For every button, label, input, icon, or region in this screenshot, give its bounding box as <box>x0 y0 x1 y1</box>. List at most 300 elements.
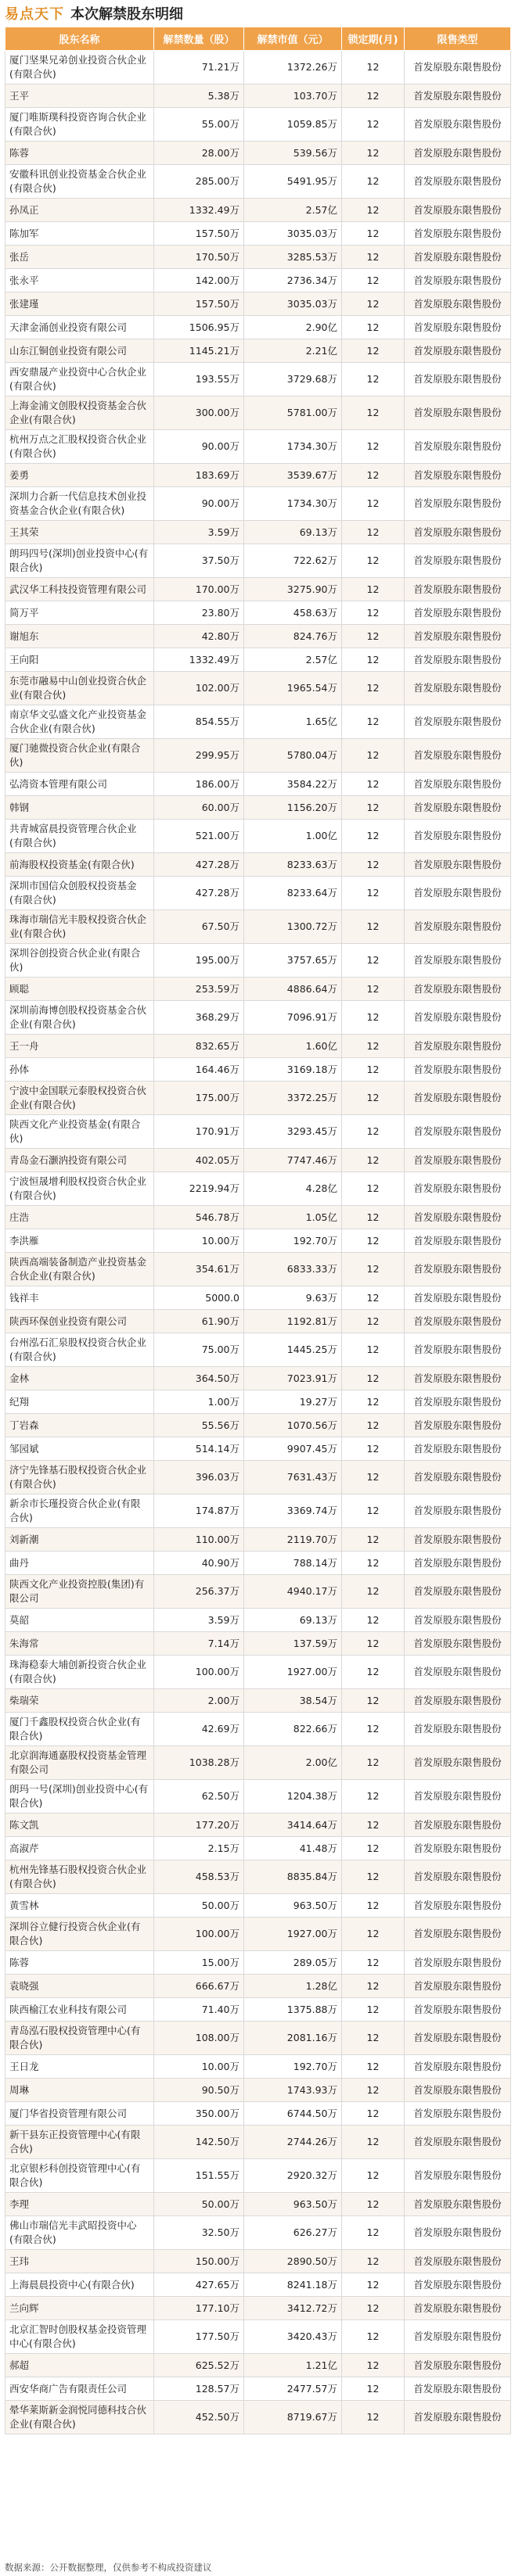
cell-unlock-quantity: 427.28万 <box>154 877 244 910</box>
cell-shareholder-name: 晕华莱斯新金润悦同德科技合伙企业(有限合伙) <box>5 2401 154 2434</box>
cell-shareholder-name: 深圳市国信众创股权投资基金(有限合伙) <box>5 877 154 910</box>
cell-shareholder-name: 张建瑾 <box>5 292 154 316</box>
cell-shareholder-name: 周琳 <box>5 2079 154 2102</box>
cell-unlock-quantity: 3.59万 <box>154 1609 244 1632</box>
cell-market-value: 4886.64万 <box>244 978 342 1001</box>
cell-lock-period: 12 <box>342 1390 405 1414</box>
cell-unlock-quantity: 60.00万 <box>154 796 244 820</box>
cell-restriction-type: 首发原股东限售股份 <box>405 877 511 910</box>
cell-shareholder-name: 姜勇 <box>5 464 154 487</box>
cell-restriction-type: 首发原股东限售股份 <box>405 1494 511 1528</box>
cell-market-value: 2744.26万 <box>244 2126 342 2159</box>
cell-restriction-type: 首发原股东限售股份 <box>405 1367 511 1390</box>
table-row <box>5 2102 511 2126</box>
cell-lock-period: 12 <box>342 2079 405 2102</box>
cell-unlock-quantity: 15.00万 <box>154 1951 244 1975</box>
cell-restriction-type: 首发原股东限售股份 <box>405 2102 511 2126</box>
cell-restriction-type: 首发原股东限售股份 <box>405 1001 511 1035</box>
cell-restriction-type: 首发原股东限售股份 <box>405 648 511 672</box>
cell-market-value: 192.70万 <box>244 2055 342 2079</box>
cell-shareholder-name: 王向阳 <box>5 648 154 672</box>
cell-lock-period: 12 <box>342 1286 405 1310</box>
cell-lock-period: 12 <box>342 1333 405 1367</box>
table-row <box>5 1082 511 1115</box>
cell-shareholder-name: 孙体 <box>5 1058 154 1082</box>
cell-market-value: 1.28亿 <box>244 1975 342 1998</box>
cell-market-value: 5491.95万 <box>244 165 342 199</box>
cell-restriction-type: 首发原股东限售股份 <box>405 1229 511 1253</box>
cell-lock-period: 12 <box>342 796 405 820</box>
cell-restriction-type: 首发原股东限售股份 <box>405 1746 511 1780</box>
cell-shareholder-name: 北京银杉科创投资管理中心(有限合伙) <box>5 2159 154 2193</box>
cell-shareholder-name: 珠海市瑞信光丰股权投资合伙企业(有限合伙) <box>5 910 154 944</box>
cell-unlock-quantity: 832.65万 <box>154 1035 244 1058</box>
cell-restriction-type: 首发原股东限售股份 <box>405 108 511 142</box>
table-row <box>5 625 511 648</box>
cell-restriction-type: 首发原股东限售股份 <box>405 521 511 544</box>
table-row <box>5 2354 511 2377</box>
table-row <box>5 1552 511 1575</box>
cell-unlock-quantity: 28.00万 <box>154 142 244 165</box>
cell-unlock-quantity: 150.00万 <box>154 2250 244 2273</box>
table-row <box>5 430 511 464</box>
table-row <box>5 1414 511 1437</box>
cell-market-value: 3169.18万 <box>244 1058 342 1082</box>
table-row <box>5 521 511 544</box>
table-row <box>5 2216 511 2250</box>
cell-market-value: 963.50万 <box>244 2193 342 2216</box>
cell-shareholder-name: 山东江铜创业投资有限公司 <box>5 339 154 363</box>
table-row <box>5 1894 511 1918</box>
cell-market-value: 2890.50万 <box>244 2250 342 2273</box>
table-row <box>5 820 511 853</box>
cell-restriction-type: 首发原股东限售股份 <box>405 853 511 877</box>
cell-market-value: 192.70万 <box>244 1229 342 1253</box>
cell-lock-period: 12 <box>342 2320 405 2354</box>
cell-lock-period: 12 <box>342 1575 405 1609</box>
cell-unlock-quantity: 1332.49万 <box>154 199 244 222</box>
table-row <box>5 601 511 625</box>
cell-restriction-type: 首发原股东限售股份 <box>405 1035 511 1058</box>
cell-lock-period: 12 <box>342 316 405 339</box>
table-row <box>5 1229 511 1253</box>
cell-shareholder-name: 上海金浦文创股权投资基金合伙企业(有限合伙) <box>5 396 154 430</box>
cell-shareholder-name: 南京华文弘盛文化产业投资基金合伙企业(有限合伙) <box>5 705 154 739</box>
cell-unlock-quantity: 396.03万 <box>154 1461 244 1494</box>
table-row <box>5 1575 511 1609</box>
cell-restriction-type: 首发原股东限售股份 <box>405 464 511 487</box>
cell-unlock-quantity: 10.00万 <box>154 2055 244 2079</box>
cell-shareholder-name: 西安华商广告有限责任公司 <box>5 2377 154 2401</box>
table-row <box>5 1286 511 1310</box>
cell-market-value: 626.27万 <box>244 2216 342 2250</box>
cell-market-value: 5781.00万 <box>244 396 342 430</box>
table-row <box>5 292 511 316</box>
table-row <box>5 2159 511 2193</box>
cell-unlock-quantity: 368.29万 <box>154 1001 244 1035</box>
table-row <box>5 199 511 222</box>
cell-market-value: 1070.56万 <box>244 1414 342 1437</box>
cell-restriction-type: 首发原股东限售股份 <box>405 1814 511 1837</box>
cell-market-value: 1.60亿 <box>244 1035 342 1058</box>
cell-market-value: 963.50万 <box>244 1894 342 1918</box>
cell-market-value: 9907.45万 <box>244 1437 342 1461</box>
table-row <box>5 51 511 84</box>
table-row <box>5 1814 511 1837</box>
cell-restriction-type: 首发原股东限售股份 <box>405 796 511 820</box>
cell-shareholder-name: 厦门驰微投资合伙企业(有限合伙) <box>5 739 154 773</box>
table-row <box>5 1951 511 1975</box>
cell-unlock-quantity: 546.78万 <box>154 1206 244 1229</box>
cell-market-value: 38.54万 <box>244 1689 342 1713</box>
cell-market-value: 7631.43万 <box>244 1461 342 1494</box>
table-row <box>5 796 511 820</box>
cell-restriction-type: 首发原股东限售股份 <box>405 487 511 521</box>
cell-unlock-quantity: 5000.0 <box>154 1286 244 1310</box>
cell-lock-period: 12 <box>342 820 405 853</box>
cell-market-value: 69.13万 <box>244 1609 342 1632</box>
cell-unlock-quantity: 157.50万 <box>154 292 244 316</box>
cell-unlock-quantity: 90.00万 <box>154 430 244 464</box>
table-row <box>5 910 511 944</box>
cell-market-value: 1743.93万 <box>244 2079 342 2102</box>
cell-market-value: 3372.25万 <box>244 1082 342 1115</box>
cell-unlock-quantity: 157.50万 <box>154 222 244 246</box>
table-row <box>5 1333 511 1367</box>
cell-lock-period: 12 <box>342 705 405 739</box>
table-row <box>5 648 511 672</box>
cell-lock-period: 12 <box>342 269 405 292</box>
cell-restriction-type: 首发原股东限售股份 <box>405 142 511 165</box>
cell-restriction-type: 首发原股东限售股份 <box>405 292 511 316</box>
cell-shareholder-name: 厦门唯斯璞科投资咨询合伙企业(有限合伙) <box>5 108 154 142</box>
cell-restriction-type: 首发原股东限售股份 <box>405 1552 511 1575</box>
cell-shareholder-name: 厦门华省投资管理有限公司 <box>5 2102 154 2126</box>
cell-shareholder-name: 谢旭东 <box>5 625 154 648</box>
cell-unlock-quantity: 7.14万 <box>154 1632 244 1656</box>
cell-market-value: 1927.00万 <box>244 1656 342 1689</box>
cell-lock-period: 12 <box>342 1310 405 1333</box>
cell-restriction-type: 首发原股东限售股份 <box>405 672 511 705</box>
cell-restriction-type: 首发原股东限售股份 <box>405 2297 511 2320</box>
cell-restriction-type: 首发原股东限售股份 <box>405 910 511 944</box>
table-row <box>5 1918 511 1951</box>
cell-market-value: 4940.17万 <box>244 1575 342 1609</box>
cell-market-value: 3285.53万 <box>244 246 342 269</box>
cell-restriction-type: 首发原股东限售股份 <box>405 2273 511 2297</box>
cell-market-value: 103.70万 <box>244 84 342 108</box>
cell-market-value: 7747.46万 <box>244 1149 342 1172</box>
cell-lock-period: 12 <box>342 601 405 625</box>
table-body <box>5 51 511 2434</box>
cell-restriction-type: 首发原股东限售股份 <box>405 1333 511 1367</box>
cell-shareholder-name: 杭州先锋基石股权投资合伙企业(有限合伙) <box>5 1860 154 1894</box>
cell-shareholder-name: 陕西文化产业投资基金(有限合伙) <box>5 1115 154 1149</box>
cell-market-value: 6744.50万 <box>244 2102 342 2126</box>
cell-market-value: 1204.38万 <box>244 1780 342 1814</box>
cell-shareholder-name: 青岛泓石股权投资管理中心(有限合伙) <box>5 2022 154 2055</box>
cell-market-value: 2920.32万 <box>244 2159 342 2193</box>
cell-restriction-type: 首发原股东限售股份 <box>405 820 511 853</box>
table-row <box>5 2126 511 2159</box>
cell-market-value: 824.76万 <box>244 625 342 648</box>
table-row <box>5 1253 511 1286</box>
cell-lock-period: 12 <box>342 1656 405 1689</box>
cell-unlock-quantity: 458.53万 <box>154 1860 244 1894</box>
cell-unlock-quantity: 514.14万 <box>154 1437 244 1461</box>
cell-lock-period: 12 <box>342 1951 405 1975</box>
cell-lock-period: 12 <box>342 1172 405 1206</box>
cell-restriction-type: 首发原股东限售股份 <box>405 1998 511 2022</box>
cell-lock-period: 12 <box>342 544 405 578</box>
cell-market-value: 8233.64万 <box>244 877 342 910</box>
cell-lock-period: 12 <box>342 853 405 877</box>
table-row <box>5 1206 511 1229</box>
cell-market-value: 2.00亿 <box>244 1746 342 1780</box>
cell-shareholder-name: 佛山市瑞信光丰武昭投资中心(有限合伙) <box>5 2216 154 2250</box>
cell-lock-period: 12 <box>342 2126 405 2159</box>
cell-unlock-quantity: 102.00万 <box>154 672 244 705</box>
table-row <box>5 316 511 339</box>
cell-shareholder-name: 李理 <box>5 2193 154 2216</box>
table-row <box>5 877 511 910</box>
cell-lock-period: 12 <box>342 108 405 142</box>
table-row <box>5 165 511 199</box>
cell-restriction-type: 首发原股东限售股份 <box>405 1951 511 1975</box>
cell-market-value: 3293.45万 <box>244 1115 342 1149</box>
cell-market-value: 2.21亿 <box>244 339 342 363</box>
cell-unlock-quantity: 32.50万 <box>154 2216 244 2250</box>
cell-unlock-quantity: 164.46万 <box>154 1058 244 1082</box>
cell-restriction-type: 首发原股东限售股份 <box>405 269 511 292</box>
cell-restriction-type: 首发原股东限售股份 <box>405 1780 511 1814</box>
cell-shareholder-name: 珠海稳泰大埔创新投资合伙企业(有限合伙) <box>5 1656 154 1689</box>
cell-market-value: 1734.30万 <box>244 487 342 521</box>
cell-lock-period: 12 <box>342 1780 405 1814</box>
cell-restriction-type: 首发原股东限售股份 <box>405 578 511 601</box>
table-row <box>5 2401 511 2434</box>
cell-shareholder-name: 上海晨晨投资中心(有限合伙) <box>5 2273 154 2297</box>
cell-lock-period: 12 <box>342 1552 405 1575</box>
table-row <box>5 2377 511 2401</box>
cell-lock-period: 12 <box>342 2193 405 2216</box>
column-header-restriction-type: 限售类型 <box>405 27 511 51</box>
cell-shareholder-name: 杭州万点之汇股权投资合伙企业(有限合伙) <box>5 430 154 464</box>
cell-lock-period: 12 <box>342 1998 405 2022</box>
shareholder-table <box>5 27 511 2434</box>
cell-restriction-type: 首发原股东限售股份 <box>405 625 511 648</box>
cell-unlock-quantity: 193.55万 <box>154 363 244 396</box>
table-row <box>5 1149 511 1172</box>
cell-unlock-quantity: 1506.95万 <box>154 316 244 339</box>
cell-lock-period: 12 <box>342 2273 405 2297</box>
cell-shareholder-name: 陈文凯 <box>5 1814 154 1837</box>
cell-unlock-quantity: 71.40万 <box>154 1998 244 2022</box>
table-row <box>5 2055 511 2079</box>
cell-shareholder-name: 陈蓉 <box>5 1951 154 1975</box>
cell-unlock-quantity: 10.00万 <box>154 1229 244 1253</box>
cell-restriction-type: 首发原股东限售股份 <box>405 2079 511 2102</box>
cell-restriction-type: 首发原股东限售股份 <box>405 1058 511 1082</box>
cell-shareholder-name: 深圳前海博创股权投资基金合伙企业(有限合伙) <box>5 1001 154 1035</box>
cell-unlock-quantity: 427.28万 <box>154 853 244 877</box>
cell-restriction-type: 首发原股东限售股份 <box>405 246 511 269</box>
cell-lock-period: 12 <box>342 1632 405 1656</box>
cell-lock-period: 12 <box>342 1058 405 1082</box>
cell-market-value: 3412.72万 <box>244 2297 342 2320</box>
cell-shareholder-name: 安徽科讯创业投资基金合伙企业(有限合伙) <box>5 165 154 199</box>
cell-shareholder-name: 陕西榆江农业科技有限公司 <box>5 1998 154 2022</box>
cell-market-value: 1192.81万 <box>244 1310 342 1333</box>
table-row <box>5 1058 511 1082</box>
cell-market-value: 539.56万 <box>244 142 342 165</box>
cell-unlock-quantity: 666.67万 <box>154 1975 244 1998</box>
cell-lock-period: 12 <box>342 1713 405 1746</box>
cell-shareholder-name: 钱祥丰 <box>5 1286 154 1310</box>
cell-unlock-quantity: 55.00万 <box>154 108 244 142</box>
cell-market-value: 7023.91万 <box>244 1367 342 1390</box>
cell-market-value: 1.05亿 <box>244 1206 342 1229</box>
cell-shareholder-name: 孙凤正 <box>5 199 154 222</box>
cell-restriction-type: 首发原股东限售股份 <box>405 2250 511 2273</box>
cell-market-value: 722.62万 <box>244 544 342 578</box>
column-header-name: 股东名称 <box>5 27 154 51</box>
cell-shareholder-name: 济宁先锋基石股权投资合伙企业(有限合伙) <box>5 1461 154 1494</box>
cell-lock-period: 12 <box>342 1461 405 1494</box>
cell-unlock-quantity: 42.69万 <box>154 1713 244 1746</box>
table-row <box>5 773 511 796</box>
cell-lock-period: 12 <box>342 363 405 396</box>
cell-lock-period: 12 <box>342 1082 405 1115</box>
cell-lock-period: 12 <box>342 1837 405 1860</box>
table-row <box>5 1115 511 1149</box>
cell-market-value: 2119.70万 <box>244 1528 342 1552</box>
cell-unlock-quantity: 183.69万 <box>154 464 244 487</box>
table-row <box>5 1860 511 1894</box>
table-row <box>5 1390 511 1414</box>
cell-restriction-type: 首发原股东限售股份 <box>405 1656 511 1689</box>
cell-shareholder-name: 金林 <box>5 1367 154 1390</box>
cell-lock-period: 12 <box>342 199 405 222</box>
cell-unlock-quantity: 1.00万 <box>154 1390 244 1414</box>
cell-market-value: 5780.04万 <box>244 739 342 773</box>
table-row <box>5 84 511 108</box>
cell-market-value: 3584.22万 <box>244 773 342 796</box>
table-row <box>5 142 511 165</box>
cell-shareholder-name: 陕西文化产业投资控股(集团)有限公司 <box>5 1575 154 1609</box>
cell-unlock-quantity: 71.21万 <box>154 51 244 84</box>
cell-lock-period: 12 <box>342 944 405 978</box>
cell-shareholder-name: 武汉华工科技投资管理有限公司 <box>5 578 154 601</box>
cell-restriction-type: 首发原股东限售股份 <box>405 1149 511 1172</box>
cell-lock-period: 12 <box>342 1367 405 1390</box>
cell-market-value: 2.57亿 <box>244 199 342 222</box>
cell-unlock-quantity: 170.91万 <box>154 1115 244 1149</box>
cell-unlock-quantity: 253.59万 <box>154 978 244 1001</box>
cell-unlock-quantity: 364.50万 <box>154 1367 244 1390</box>
cell-lock-period: 12 <box>342 1115 405 1149</box>
cell-restriction-type: 首发原股东限售股份 <box>405 2159 511 2193</box>
cell-restriction-type: 首发原股东限售股份 <box>405 1253 511 1286</box>
cell-lock-period: 12 <box>342 1035 405 1058</box>
cell-market-value: 1734.30万 <box>244 430 342 464</box>
cell-unlock-quantity: 170.50万 <box>154 246 244 269</box>
cell-unlock-quantity: 40.90万 <box>154 1552 244 1575</box>
cell-shareholder-name: 李洪雁 <box>5 1229 154 1253</box>
cell-lock-period: 12 <box>342 222 405 246</box>
cell-shareholder-name: 莫韶 <box>5 1609 154 1632</box>
cell-restriction-type: 首发原股东限售股份 <box>405 1689 511 1713</box>
cell-shareholder-name: 朗玛一号(深圳)创业投资中心(有限合伙) <box>5 1780 154 1814</box>
cell-lock-period: 12 <box>342 1860 405 1894</box>
cell-market-value: 1445.25万 <box>244 1333 342 1367</box>
cell-shareholder-name: 兰向辉 <box>5 2297 154 2320</box>
cell-market-value: 822.66万 <box>244 1713 342 1746</box>
cell-lock-period: 12 <box>342 339 405 363</box>
cell-lock-period: 12 <box>342 51 405 84</box>
cell-lock-period: 12 <box>342 487 405 521</box>
cell-shareholder-name: 丁岩森 <box>5 1414 154 1437</box>
cell-lock-period: 12 <box>342 1894 405 1918</box>
cell-lock-period: 12 <box>342 578 405 601</box>
cell-shareholder-name: 邹园斌 <box>5 1437 154 1461</box>
cell-unlock-quantity: 350.00万 <box>154 2102 244 2126</box>
table-row <box>5 2320 511 2354</box>
table-row <box>5 1656 511 1689</box>
table-header-row <box>5 27 511 51</box>
cell-shareholder-name: 新余市长瑾投资合伙企业(有限合伙) <box>5 1494 154 1528</box>
cell-lock-period: 12 <box>342 2377 405 2401</box>
cell-unlock-quantity: 90.50万 <box>154 2079 244 2102</box>
cell-restriction-type: 首发原股东限售股份 <box>405 2354 511 2377</box>
table-row <box>5 339 511 363</box>
cell-restriction-type: 首发原股东限售股份 <box>405 165 511 199</box>
cell-shareholder-name: 高淑芹 <box>5 1837 154 1860</box>
cell-market-value: 2081.16万 <box>244 2022 342 2055</box>
cell-unlock-quantity: 50.00万 <box>154 2193 244 2216</box>
cell-unlock-quantity: 100.00万 <box>154 1918 244 1951</box>
cell-lock-period: 12 <box>342 84 405 108</box>
table-row <box>5 578 511 601</box>
table-row <box>5 1001 511 1035</box>
cell-restriction-type: 首发原股东限售股份 <box>405 978 511 1001</box>
cell-lock-period: 12 <box>342 1528 405 1552</box>
cell-market-value: 1059.85万 <box>244 108 342 142</box>
cell-unlock-quantity: 128.57万 <box>154 2377 244 2401</box>
cell-restriction-type: 首发原股东限售股份 <box>405 1837 511 1860</box>
cell-unlock-quantity: 42.80万 <box>154 625 244 648</box>
cell-shareholder-name: 黄雪林 <box>5 1894 154 1918</box>
cell-unlock-quantity: 2.00万 <box>154 1689 244 1713</box>
cell-market-value: 8233.63万 <box>244 853 342 877</box>
cell-unlock-quantity: 23.80万 <box>154 601 244 625</box>
table-row <box>5 246 511 269</box>
cell-lock-period: 12 <box>342 739 405 773</box>
cell-restriction-type: 首发原股东限售股份 <box>405 1860 511 1894</box>
cell-restriction-type: 首发原股东限售股份 <box>405 199 511 222</box>
cell-unlock-quantity: 62.50万 <box>154 1780 244 1814</box>
cell-lock-period: 12 <box>342 2159 405 2193</box>
cell-shareholder-name: 陈加军 <box>5 222 154 246</box>
cell-restriction-type: 首发原股东限售股份 <box>405 1414 511 1437</box>
cell-shareholder-name: 厦门坚果兄弟创业投资合伙企业(有限合伙) <box>5 51 154 84</box>
cell-shareholder-name: 朱海常 <box>5 1632 154 1656</box>
cell-market-value: 1156.20万 <box>244 796 342 820</box>
cell-unlock-quantity: 3.59万 <box>154 521 244 544</box>
table-row <box>5 739 511 773</box>
cell-shareholder-name: 青岛金石灏汭投资有限公司 <box>5 1149 154 1172</box>
cell-restriction-type: 首发原股东限售股份 <box>405 396 511 430</box>
